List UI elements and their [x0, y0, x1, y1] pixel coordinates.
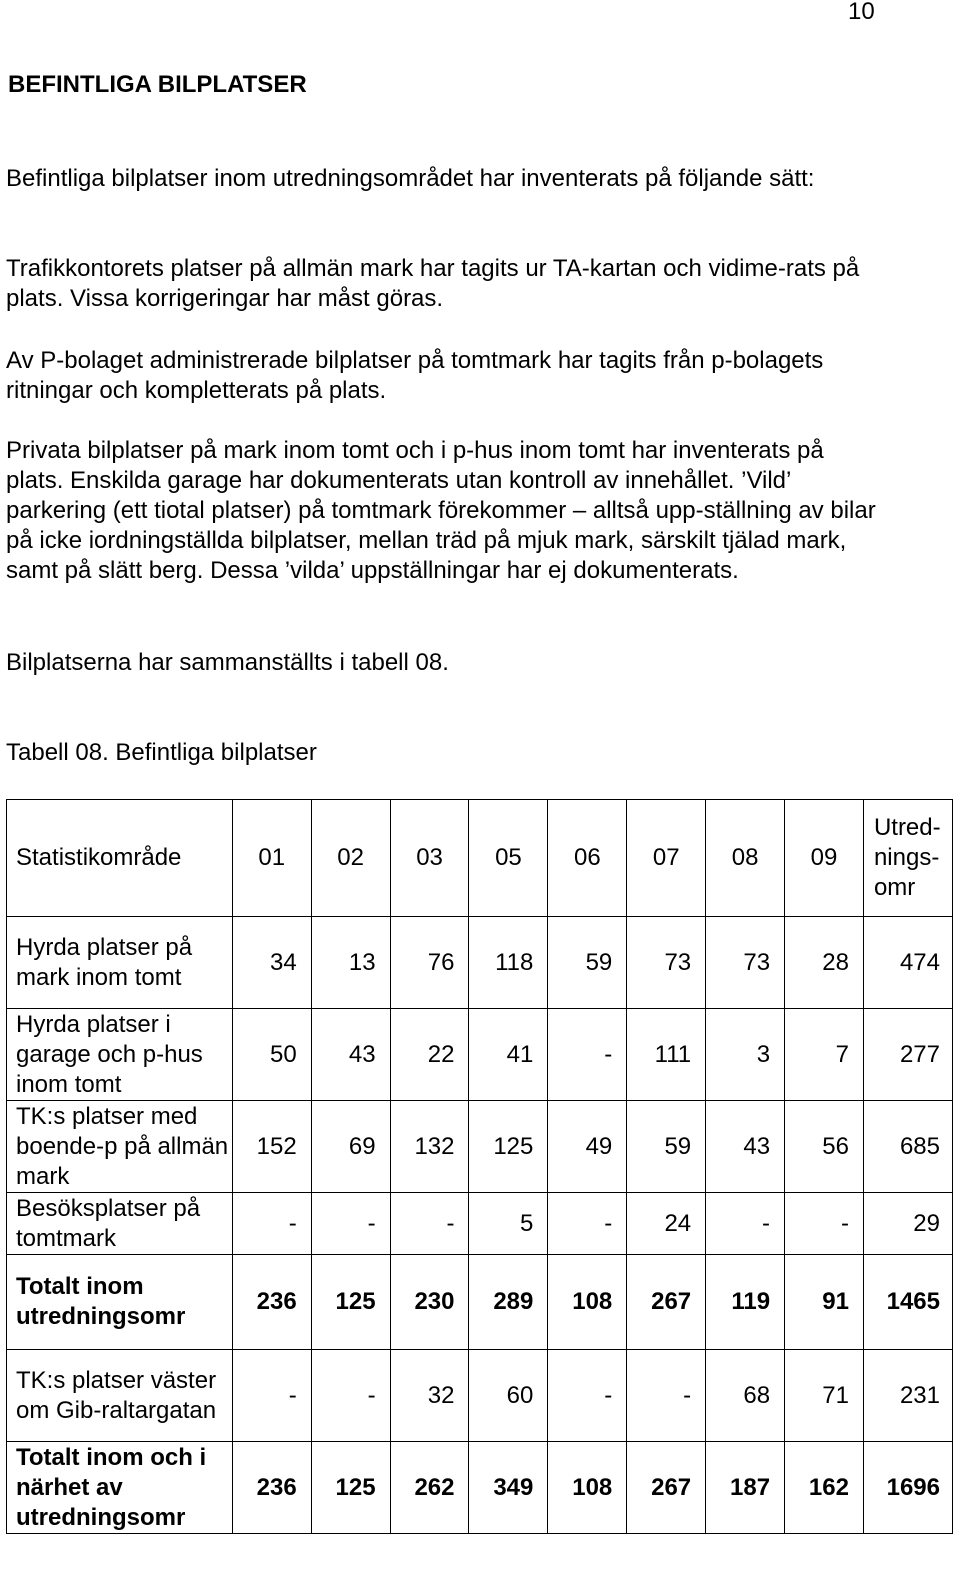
row-label: TK:s platser väster om Gib-raltargatan [7, 1350, 233, 1442]
table-cell: 32 [390, 1350, 469, 1442]
paragraph-summary: Bilplatserna har sammanställts i tabell 08. [6, 649, 449, 676]
header-cell-09: 09 [785, 800, 864, 917]
row-label: Totalt inom utredningsomr [7, 1255, 233, 1350]
row-label: Hyrda platser i garage och p-hus inom tomt [7, 1009, 233, 1101]
header-cell-statistikomrade: Statistikområde [7, 800, 233, 917]
table-caption: Tabell 08. Befintliga bilplatser [6, 739, 317, 766]
table-cell: 43 [311, 1009, 390, 1101]
header-cell-05: 05 [469, 800, 548, 917]
table-cell: 187 [706, 1442, 785, 1534]
table-cell: 267 [627, 1442, 706, 1534]
row-label: Totalt inom och i närhet av utredningsomr [7, 1442, 233, 1534]
table-cell: 685 [863, 1101, 952, 1193]
table-row [7, 917, 953, 1009]
table-cell: 28 [785, 917, 864, 1009]
header-cell-03: 03 [390, 800, 469, 917]
header-cell-08: 08 [706, 800, 785, 917]
row-label: Hyrda platser på mark inom tomt [7, 917, 233, 1009]
table-cell: 267 [627, 1255, 706, 1350]
table-cell: 50 [232, 1009, 311, 1101]
table-cell: 236 [232, 1255, 311, 1350]
table-cell: 289 [469, 1255, 548, 1350]
table-cell: - [390, 1193, 469, 1255]
table-cell: 349 [469, 1442, 548, 1534]
table-cell: 162 [785, 1442, 864, 1534]
table-cell: 474 [863, 917, 952, 1009]
table-cell: 236 [232, 1442, 311, 1534]
table-cell: - [785, 1193, 864, 1255]
table-cell: 24 [627, 1193, 706, 1255]
table-cell: 29 [863, 1193, 952, 1255]
header-cell-utredningsomr: Utred-nings-omr [863, 800, 952, 917]
table-cell: 262 [390, 1442, 469, 1534]
header-cell-06: 06 [548, 800, 627, 917]
table-cell: 118 [469, 917, 548, 1009]
header-cell-01: 01 [232, 800, 311, 917]
table-row [7, 1193, 953, 1255]
table-cell: 230 [390, 1255, 469, 1350]
table-row [7, 1442, 953, 1534]
table-cell: 71 [785, 1350, 864, 1442]
header-cell-07: 07 [627, 800, 706, 917]
table-cell: 152 [232, 1101, 311, 1193]
table-cell: - [548, 1350, 627, 1442]
table-cell: 68 [706, 1350, 785, 1442]
table-cell: 108 [548, 1442, 627, 1534]
paragraph-trafikkontoret: Trafikkontorets platser på allmän mark har tagits ur TA-kartan och vidime-rats på plats. Vissa korrigeringar har måst göras. [6, 255, 860, 312]
table-header-row [7, 800, 953, 917]
table-cell: 1465 [863, 1255, 952, 1350]
table-cell: 119 [706, 1255, 785, 1350]
table-cell: - [548, 1009, 627, 1101]
table-cell: 3 [706, 1009, 785, 1101]
table-cell: - [232, 1350, 311, 1442]
table-cell: 111 [627, 1009, 706, 1101]
row-label: Besöksplatser på tomtmark [7, 1193, 233, 1255]
table-cell: 60 [469, 1350, 548, 1442]
row-label: TK:s platser med boende-p på allmän mark [7, 1101, 233, 1193]
table-cell: 132 [390, 1101, 469, 1193]
paragraph-p-bolaget: Av P-bolaget administrerade bilplatser på tomtmark har tagits från p-bolagets ritningar och kompletterats på plats. [6, 347, 824, 404]
table-row [7, 1009, 953, 1101]
table-cell: 91 [785, 1255, 864, 1350]
table-row [7, 1101, 953, 1193]
table-cell: 34 [232, 917, 311, 1009]
table-cell: 7 [785, 1009, 864, 1101]
table-cell: 59 [548, 917, 627, 1009]
table-cell: 108 [548, 1255, 627, 1350]
table-cell: 69 [311, 1101, 390, 1193]
paragraph-privata: Privata bilplatser på mark inom tomt och i p-hus inom tomt har inventerats på plats. Enskilda garage har dokumenterats utan kontroll av innehållet. ’Vild’ parkering (ett tiotal platser) på tomtmark förekommer – alltså upp-ställning av bilar på icke iordningställda bilplatser, mellan träd på mjuk mark, särskilt tjälad mark, samt på slätt berg. Dessa ’vilda’ uppställningar har ej dokumenterats. [6, 437, 876, 584]
table-cell: 277 [863, 1009, 952, 1101]
table-cell: 231 [863, 1350, 952, 1442]
section-heading: BEFINTLIGA BILPLATSER [8, 71, 307, 98]
table-body [7, 917, 953, 1534]
table-cell: - [548, 1193, 627, 1255]
paragraph-intro: Befintliga bilplatser inom utredningsområdet har inventerats på följande sätt: [6, 165, 815, 192]
table-cell: 125 [469, 1101, 548, 1193]
table-cell: - [706, 1193, 785, 1255]
table-cell: 13 [311, 917, 390, 1009]
table-cell: 73 [627, 917, 706, 1009]
table-cell: 1696 [863, 1442, 952, 1534]
parking-statistics-table [6, 799, 953, 1534]
table-row [7, 1255, 953, 1350]
table-cell: 125 [311, 1255, 390, 1350]
table-cell: - [311, 1350, 390, 1442]
table-cell: 73 [706, 917, 785, 1009]
table-cell: 56 [785, 1101, 864, 1193]
table-cell: 22 [390, 1009, 469, 1101]
header-cell-02: 02 [311, 800, 390, 917]
table-cell: 125 [311, 1442, 390, 1534]
table-cell: - [311, 1193, 390, 1255]
table-cell: - [232, 1193, 311, 1255]
table-cell: 41 [469, 1009, 548, 1101]
table-cell: 76 [390, 917, 469, 1009]
table-row [7, 1350, 953, 1442]
table-cell: 43 [706, 1101, 785, 1193]
table-cell: 59 [627, 1101, 706, 1193]
page-number: 10 [848, 0, 875, 25]
table-cell: - [627, 1350, 706, 1442]
table-cell: 49 [548, 1101, 627, 1193]
table-cell: 5 [469, 1193, 548, 1255]
